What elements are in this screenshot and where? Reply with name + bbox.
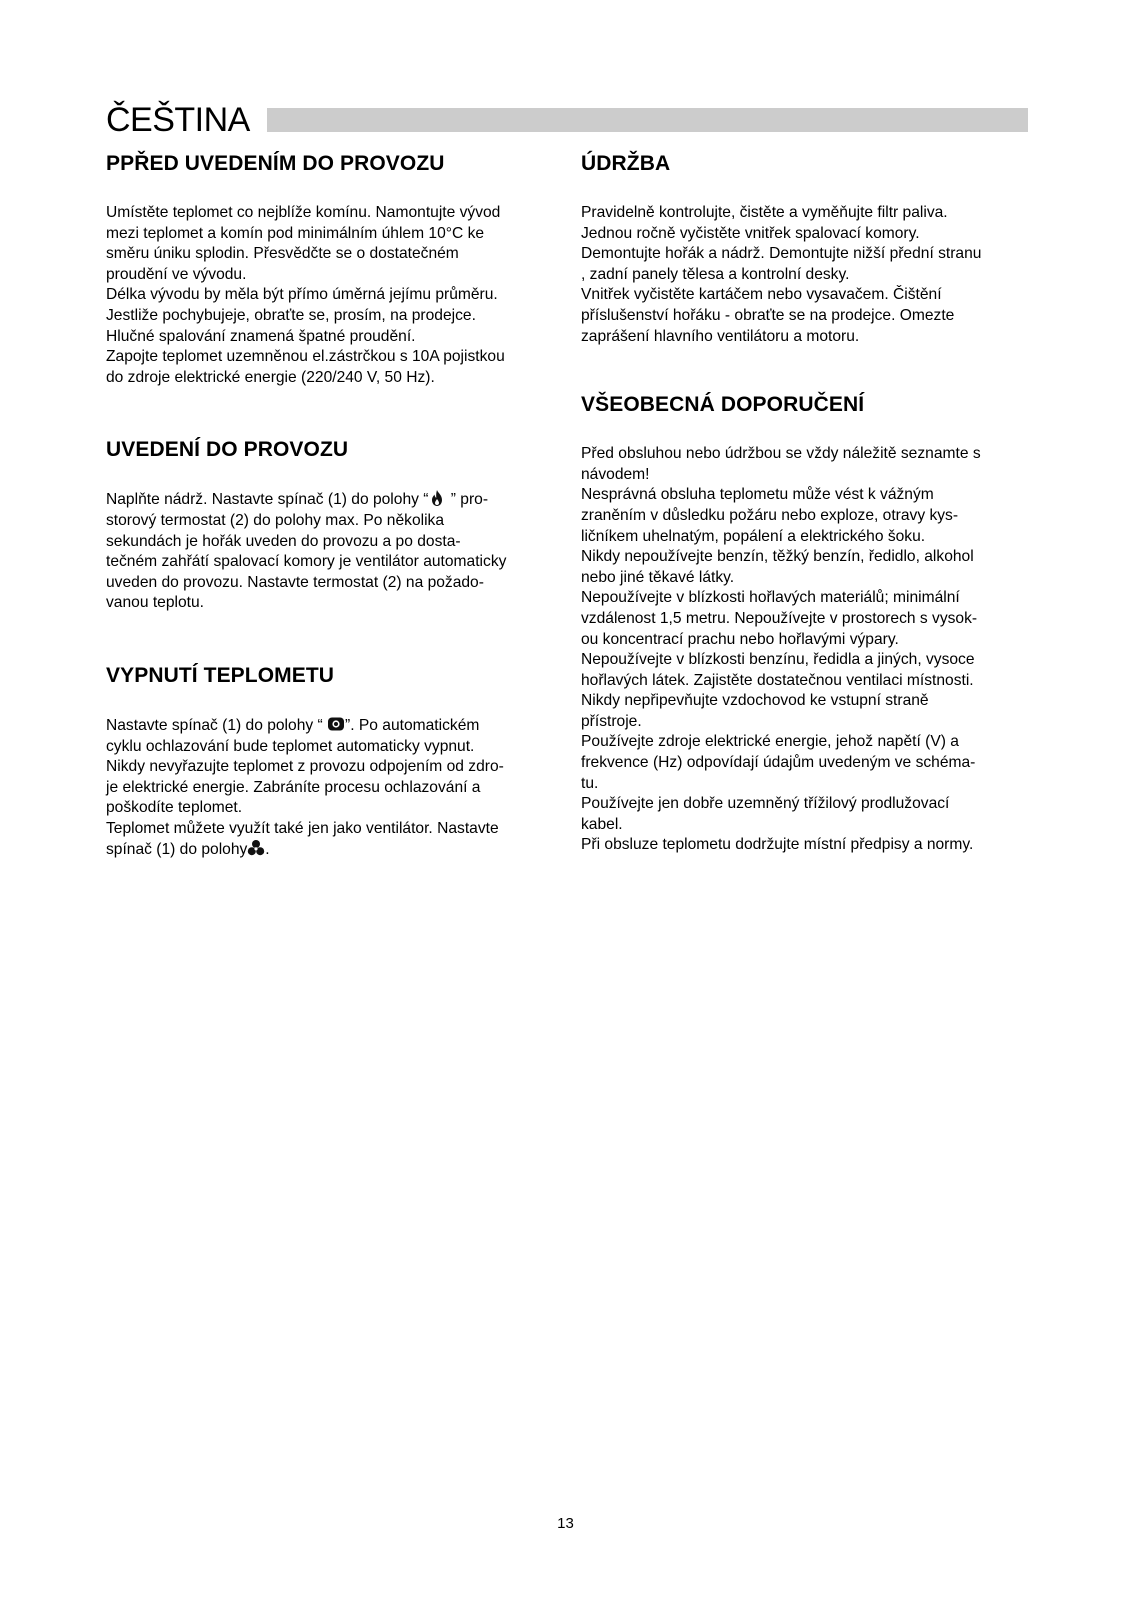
section-body: [581, 203, 1031, 347]
text-line: Hlučné spalování znamená špatné proudění.: [106, 327, 416, 345]
section-title: VŠEOBECNÁ DOPORUČENÍ: [581, 393, 865, 417]
text-line: [106, 839, 556, 861]
text-line: [106, 489, 556, 511]
text-line: vzdálenost 1,5 metru. Nepoužívejte v prostorech s vysok-: [581, 609, 978, 627]
text-line: směru úniku splodin. Přesvědčte se o dostatečném: [106, 245, 459, 263]
text-line: Nepoužívejte v blízkosti benzínu, ředidla a jiných, vysoce: [581, 651, 975, 669]
text-line: Pravidelně kontrolujte, čistěte a vyměňujte filtr paliva.: [581, 204, 948, 221]
section-body: [106, 203, 556, 388]
text-line: Nepoužívejte v blízkosti hořlavých materiálů; minimální: [581, 589, 960, 607]
text-line: ou koncentrací prachu nebo hořlavými výpary.: [581, 630, 899, 648]
section-start-up: [106, 436, 556, 614]
text-line: vanou teplotu.: [106, 594, 204, 612]
section-maintenance: [581, 150, 1031, 347]
text-fragment: Naplňte nádrž. Nastavte spínač (1) do polohy “: [106, 491, 429, 509]
text-line: tu.: [581, 774, 599, 792]
text-line: Teplomet můžete využít také jen jako ventilátor. Nastavte: [106, 819, 499, 837]
language-title: ČEŠTINA: [106, 101, 250, 139]
header-bar: [267, 108, 1028, 132]
text-line: je elektrické energie. Zabráníte procesu ochlazování a: [106, 778, 481, 796]
text-line: Používejte jen dobře uzemněný třížilový prodlužovací: [581, 795, 950, 813]
section-title: UVEDENÍ DO PROVOZU: [106, 438, 349, 462]
text-line: příslušenství hořáku - obraťte se na prodejce. Omezte: [581, 306, 955, 324]
text-line: Jednou ročně vyčistěte vnitřek spalovací komory.: [581, 224, 920, 242]
section-body: [581, 444, 1031, 856]
text-line: frekvence (Hz) odpovídají údajům uvedeným ve schéma-: [581, 754, 976, 772]
text-line: mezi teplomet a komín pod minimálním úhlem 10°C ke: [106, 224, 485, 242]
text-line: proudění ve vývodu.: [106, 265, 247, 283]
text-line: uveden do provozu. Nastavte termostat (2) na požado-: [106, 573, 484, 591]
text-line: Před obsluhou nebo údržbou se vždy náležitě seznamte s: [581, 445, 981, 463]
text-line: zaprášení hlavního ventilátoru a motoru.: [581, 327, 860, 345]
text-line: Nikdy nepřipevňujte vzdochovod ke vstupní straně: [581, 692, 929, 710]
text-line: kabel.: [581, 815, 623, 833]
right-column: [581, 150, 1031, 856]
text-line: Používejte zdroje elektrické energie, jehož napětí (V) a: [581, 733, 959, 751]
text-line: Nikdy nevyřazujte teplomet z provozu odpojením od zdro-: [106, 758, 504, 776]
text-fragment: Nastavte spínač (1) do polohy “: [106, 716, 328, 734]
page-header: [106, 98, 1028, 142]
section-general-recommendations: [581, 391, 1031, 856]
text-line: zraněním v důsledku požáru nebo exploze, otravy kys-: [581, 506, 959, 524]
text-line: Jestliže pochybujeje, obraťte se, prosím, na prodejce.: [106, 306, 476, 324]
text-line: přístroje.: [581, 712, 642, 730]
text-line: návodem!: [581, 465, 650, 483]
section-body: [106, 715, 556, 861]
text-line: Demontujte hořák a nádrž. Demontujte nižší přední stranu: [581, 245, 982, 263]
text-fragment: ”. Po automatickém: [345, 716, 480, 734]
text-fragment: spínač (1) do polohy: [106, 841, 248, 859]
section-switch-off: [106, 662, 556, 861]
text-line: tečném zahřátí spalovací komory je ventilátor automaticky: [106, 553, 507, 571]
text-line: Umístěte teplomet co nejblíže komínu. Namontujte vývod: [106, 204, 501, 221]
text-line: , zadní panely tělesa a kontrolní desky.: [581, 265, 850, 283]
text-line: sekundách je hořák uveden do provozu a po dosta-: [106, 532, 461, 550]
section-before-operation: [106, 150, 556, 388]
section-body: [106, 489, 556, 614]
text-line: poškodíte teplomet.: [106, 799, 243, 817]
text-line: Vnitřek vyčistěte kartáčem nebo vysavačem. Čištění: [581, 286, 942, 304]
text-line: hořlavých látek. Zajistěte dostatečnou ventilaci místnosti.: [581, 671, 974, 689]
text-line: Nikdy nepoužívejte benzín, těžký benzín, ředidlo, alkohol: [581, 548, 974, 566]
off-position-icon: [327, 715, 345, 733]
text-line: Délka vývodu by měla být přímo úměrná jejímu průměru.: [106, 286, 498, 304]
text-line: Při obsluze teplometu dodržujte místní předpisy a normy.: [581, 836, 974, 854]
text-line: cyklu ochlazování bude teplomet automaticky vypnut.: [106, 737, 475, 755]
text-fragment: .: [265, 841, 270, 859]
flame-icon: [428, 489, 446, 507]
page-number: 13: [557, 1515, 574, 1532]
text-line: nebo jiné těkavé látky.: [581, 568, 735, 586]
text-line: [106, 715, 556, 737]
section-title: ÚDRŽBA: [581, 152, 671, 175]
section-title: PPŘED UVEDENÍM DO PROVOZU: [106, 152, 445, 175]
section-title: VYPNUTÍ TEPLOMETU: [106, 663, 335, 687]
text-line: storový termostat (2) do polohy max. Po několika: [106, 511, 445, 529]
fan-icon: [247, 839, 265, 857]
text-line: ličníkem uhelnatým, popálení a elektrického šoku.: [581, 527, 926, 545]
text-line: do zdroje elektrické energie (220/240 V, 50 Hz).: [106, 368, 435, 386]
left-column: [106, 150, 556, 861]
text-line: Zapojte teplomet uzemněnou el.zástrčkou s 10A pojistkou: [106, 348, 505, 366]
text-line: Nesprávná obsluha teplometu může vést k vážným: [581, 486, 934, 504]
text-fragment: ” pro-: [446, 491, 489, 509]
